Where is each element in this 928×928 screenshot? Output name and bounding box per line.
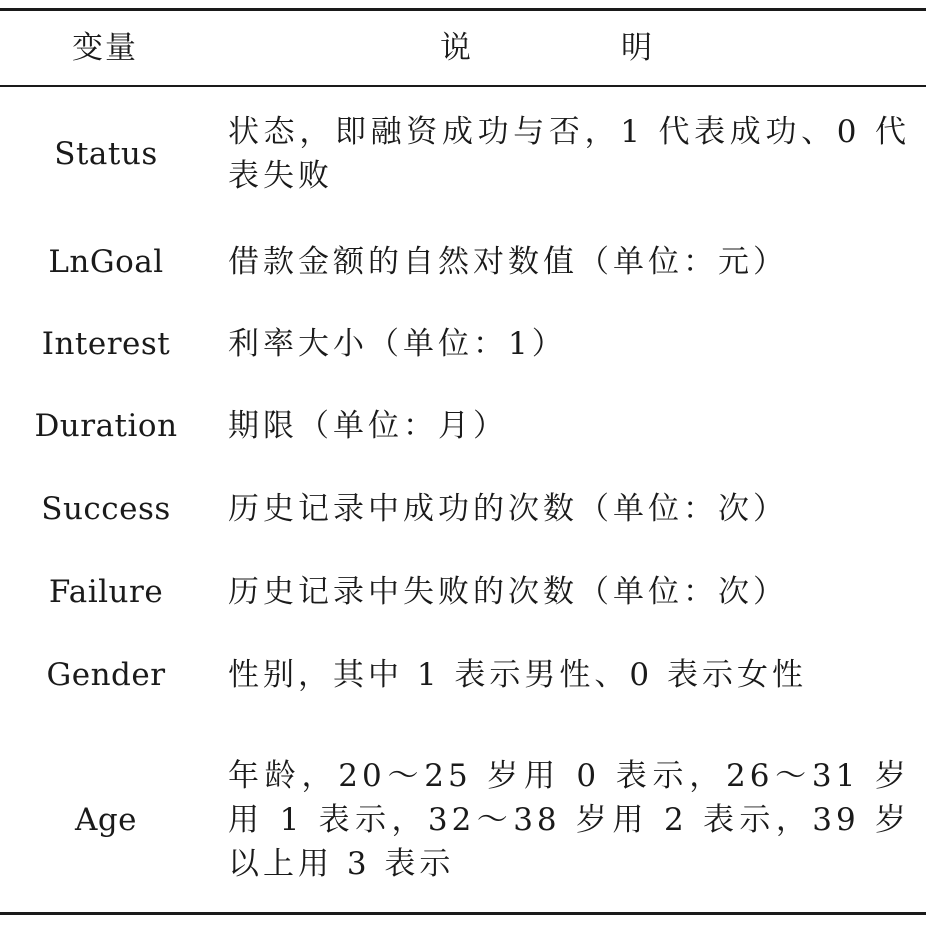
row-variable: Interest: [41, 326, 171, 362]
row-description: 期限（单位：月）: [228, 408, 508, 444]
row-variable: Duration: [34, 408, 178, 444]
row-description: 性别，其中 1 表示男性、0 表示女性: [228, 657, 808, 693]
header-variable: 变量: [72, 30, 138, 66]
row-variable: Age: [74, 802, 138, 838]
table-row: [0, 717, 926, 923]
row-description: 历史记录中失败的次数（单位：次）: [228, 574, 788, 610]
row-variable: Failure: [48, 574, 164, 610]
table-header-row: [0, 11, 926, 85]
table-row: [0, 87, 926, 221]
table-row: [0, 467, 926, 551]
row-description: 状态，即融资成功与否，1 代表成功、0 代表失败: [228, 114, 910, 194]
table-row: [0, 385, 926, 467]
row-description: 历史记录中成功的次数（单位：次）: [228, 491, 788, 527]
table-row: [0, 221, 926, 303]
row-description: 利率大小（单位：1）: [228, 326, 567, 362]
row-description: 借款金额的自然对数值（单位：元）: [228, 244, 788, 280]
table-bottom-rule: [0, 912, 926, 915]
row-variable: Success: [41, 491, 171, 527]
table-row: [0, 551, 926, 633]
table-row: [0, 633, 926, 717]
row-variable: LnGoal: [48, 244, 164, 280]
header-description: 说明: [440, 30, 802, 66]
table-row: [0, 303, 926, 385]
row-variable: Gender: [46, 657, 166, 693]
variable-table: [0, 8, 926, 923]
row-description: 年龄，20～25 岁用 0 表示，26～31 岁用 1 表示，32～38 岁用 2 表示，39 岁以上用 3 表示: [228, 758, 910, 882]
row-variable: Status: [54, 136, 158, 172]
